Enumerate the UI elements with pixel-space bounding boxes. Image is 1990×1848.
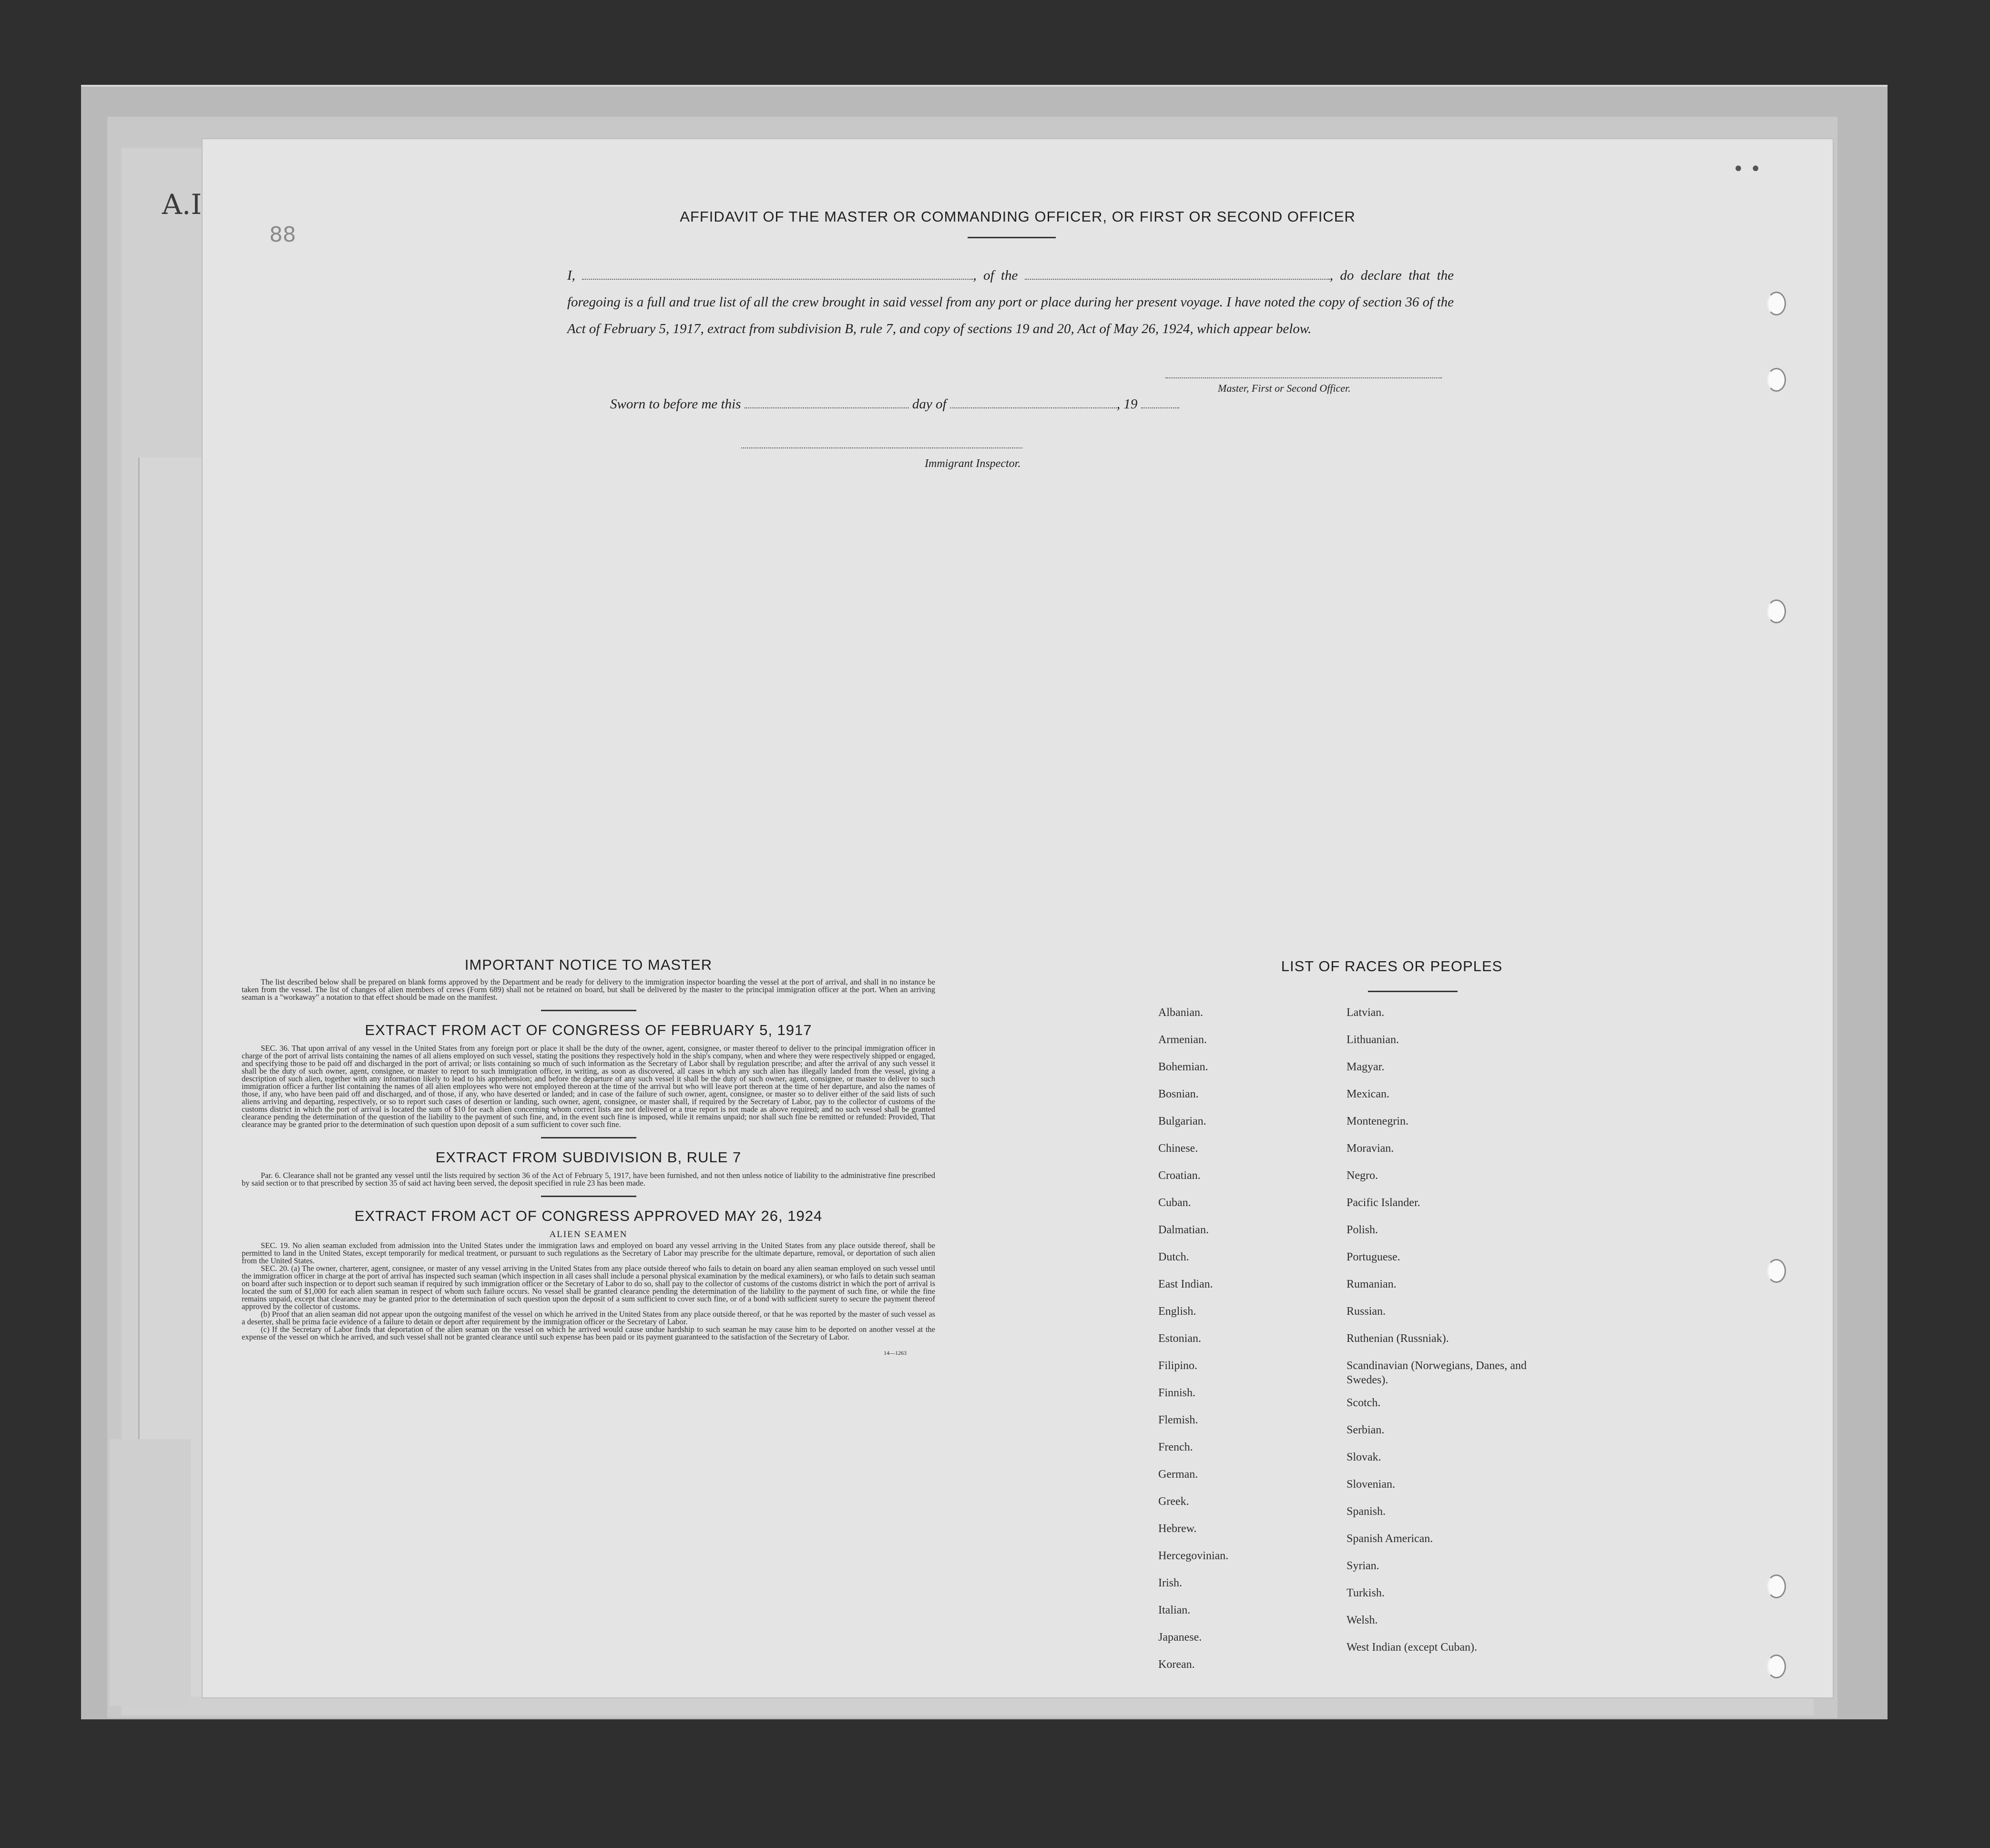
affidavit-text bbox=[567, 262, 1454, 342]
master-signature-label: Master, First or Second Officer. bbox=[1218, 382, 1351, 394]
vessel-blank[interactable] bbox=[1025, 275, 1330, 280]
sec-20c: (c) If the Secretary of Labor finds that deportation of the alien seaman on the vessel on which he arrived would cause undue hardship to such seaman he may cause him to be deported on another vessel at the expense of the vessel on which he arrived, and such vessel shall not be granted clearance until such expense has been paid or its payment guaranteed to the satisfaction of the Secretary of Labor. bbox=[242, 1325, 935, 1341]
race-item: Irish. bbox=[1158, 1577, 1182, 1589]
extract-1924-title: EXTRACT FROM ACT OF CONGRESS APPROVED MAY 26, 1924 bbox=[354, 1208, 823, 1224]
race-item: Slovak. bbox=[1347, 1451, 1381, 1463]
race-item: French. bbox=[1158, 1441, 1193, 1453]
race-item: Moravian. bbox=[1347, 1142, 1394, 1155]
race-item: Dalmatian. bbox=[1158, 1224, 1209, 1236]
race-item: Spanish. bbox=[1347, 1505, 1386, 1518]
punch-hole bbox=[1767, 1574, 1786, 1598]
corner-mark: • • bbox=[1733, 158, 1761, 180]
extract-1924-text bbox=[242, 1242, 935, 1341]
punch-hole bbox=[1767, 368, 1786, 392]
race-item: Serbian. bbox=[1347, 1424, 1385, 1436]
margin-note: A.I bbox=[162, 188, 202, 221]
name-blank[interactable] bbox=[582, 275, 973, 280]
notice-title: IMPORTANT NOTICE TO MASTER bbox=[464, 956, 713, 973]
race-item: Scotch. bbox=[1347, 1397, 1381, 1409]
race-item: Scandinavian (Norwegians, Danes, and Swedes). bbox=[1347, 1360, 1527, 1386]
races-right-column bbox=[1347, 1005, 1532, 1667]
day-of-text: day of bbox=[912, 396, 947, 412]
affidavit-of-the: , of the bbox=[973, 268, 1018, 283]
race-item: Albanian. bbox=[1158, 1006, 1203, 1019]
sec-20a: SEC. 20. (a) The owner, charterer, agent, consignee, or master of any vessel arriving in the United States from any place outside thereof who fails to detain on board any alien seaman employed on such vessel until the immigration officer in charge at the port of arrival has inspected such seaman (which inspection in all cases shall include a personal physical examination by the medical examiners), or who fails to detain such seaman on board after such inspection or to deport such seaman if required by such immigration officer or the Secretary of Labor to do so, shall pay to the collector of customs of the customs district in which the port of arrival is located the sum of $1,000 for each alien seaman in respect of whom such failure occurs. No vessel shall be granted clearance pending the determination of the liability to the payment of such fine, or while the fine remains unpaid, except that clearance may be granted prior to the determination of such question upon the deposit of a sum sufficient to cover such fine, or of a bond with sufficient surety to secure the payment thereof approved by the collector of customs. bbox=[242, 1264, 935, 1311]
race-item: Polish. bbox=[1347, 1224, 1378, 1236]
document-page bbox=[203, 139, 1833, 1697]
race-item: Spanish American. bbox=[1347, 1533, 1433, 1545]
punch-hole bbox=[1767, 1655, 1786, 1678]
extract-1917-title: EXTRACT FROM ACT OF CONGRESS OF FEBRUARY 5, 1917 bbox=[365, 1022, 812, 1038]
race-item: Ruthenian (Russniak). bbox=[1347, 1332, 1449, 1345]
affidavit-title: AFFIDAVIT OF THE MASTER OR COMMANDING OFFICER, OR FIRST OR SECOND OFFICER bbox=[680, 208, 1356, 225]
punch-hole bbox=[1767, 599, 1786, 623]
sworn-text: Sworn to before me this bbox=[610, 396, 741, 412]
extract-rule7-text: Par. 6. Clearance shall not be granted any vessel until the lists required by section 36 of the Act of February 5, 1917, have been furnished, and not then unless notice of liability to the administrative fine prescribed by said section or to that prescribed by section 35 of said act having been served, the deposit specified in rule 23 has been made. bbox=[242, 1171, 935, 1188]
sec-19: SEC. 19. No alien seaman excluded from admission into the United States under the immigration laws and employed on board any vessel arriving in the United States from any place outside thereof, shall be permitted to land in the United States, except temporarily for medical treatment, or pursuant to such regulations as the Secretary of Labor may prescribe for the ultimate departure, removal, or deportation of such alien from the United States. bbox=[242, 1241, 935, 1265]
affidavit-do-declare: , do declare bbox=[1329, 268, 1402, 283]
race-item: Pacific Islander. bbox=[1347, 1197, 1420, 1209]
race-item: Negro. bbox=[1347, 1169, 1378, 1182]
race-item: Filipino. bbox=[1158, 1360, 1198, 1372]
race-item: German. bbox=[1158, 1468, 1198, 1481]
race-item: Estonian. bbox=[1158, 1332, 1201, 1345]
race-item: Syrian. bbox=[1347, 1560, 1379, 1572]
race-item: Mexican. bbox=[1347, 1088, 1389, 1100]
section-divider bbox=[541, 1010, 636, 1011]
form-number: 14—1263 bbox=[884, 1350, 907, 1356]
race-item: Bohemian. bbox=[1158, 1061, 1208, 1073]
race-item: Rumanian. bbox=[1347, 1278, 1397, 1290]
race-item: Japanese. bbox=[1158, 1631, 1202, 1644]
race-item: Cuban. bbox=[1158, 1197, 1191, 1209]
back-sheet-edge bbox=[110, 1439, 191, 1706]
race-item: Hebrew. bbox=[1158, 1523, 1197, 1535]
race-item: Greek. bbox=[1158, 1495, 1189, 1508]
notice-text: The list described below shall be prepared on blank forms approved by the Department and be ready for delivery to the immigration inspector boarding the vessel at the port of arrival, and shall in no instance be taken from the vessel. The list of changes of alien members of crews (Form 689) shall not be retained on board, but shall be delivered by the master to the principal immigration officer at the port. When an arriving seaman is a "workaway" a notation to that effect should be made on the manifest. bbox=[242, 977, 935, 1002]
affidavit-i: I, bbox=[567, 268, 575, 283]
race-item: West Indian (except Cuban). bbox=[1347, 1641, 1477, 1654]
month-blank[interactable] bbox=[950, 404, 1117, 408]
race-item: Welsh. bbox=[1347, 1614, 1378, 1626]
race-item: Croatian. bbox=[1158, 1169, 1201, 1182]
legal-extracts bbox=[242, 956, 935, 1357]
race-item: Bulgarian. bbox=[1158, 1115, 1206, 1127]
race-item: Latvian. bbox=[1347, 1006, 1385, 1019]
race-item: Slovenian. bbox=[1347, 1478, 1395, 1491]
punch-hole bbox=[1767, 1259, 1786, 1283]
page-number: 88 bbox=[269, 223, 296, 247]
race-item: Montenegrin. bbox=[1347, 1115, 1408, 1127]
title-underline bbox=[968, 237, 1056, 238]
day-blank[interactable] bbox=[745, 404, 909, 408]
section-divider bbox=[541, 1137, 636, 1138]
race-item: Finnish. bbox=[1158, 1387, 1196, 1399]
races-left-column bbox=[1158, 1005, 1228, 1685]
year-blank[interactable] bbox=[1141, 404, 1179, 408]
race-item: East Indian. bbox=[1158, 1278, 1213, 1290]
inspector-signature-line[interactable] bbox=[741, 447, 1022, 448]
race-item: Turkish. bbox=[1347, 1587, 1385, 1599]
race-item: Magyar. bbox=[1347, 1061, 1385, 1073]
race-item: Lithuanian. bbox=[1347, 1034, 1399, 1046]
race-item: Armenian. bbox=[1158, 1034, 1207, 1046]
sworn-line bbox=[610, 396, 1179, 412]
extract-1917-text: SEC. 36. That upon arrival of any vessel in the United States from any foreign port or place it shall be the duty of the owner, agent, consignee, or master thereof to deliver to the principal immigration officer in charge of the port of arrival lists containing the names of all aliens employed on such vessel, stating the positions they respectively hold in the ship's company, when and where they were respectively shipped or engaged, and specifying those to be paid off and discharged in the port of arrival; or lists containing so much of such information as the Secretary of Labor shall by regulation prescribe; and after the arrival of any such vessel it shall be the duty of such owner, agent, consignee, or master to report to such immigration officer, in writing, as soon as discovered, all cases in which any such alien has illegally landed from the vessel, giving a description of such alien, together with any information likely to lead to his apprehension; and before the departure of any such vessel it shall be the duty of such owner, agent, consignee, or master to deliver to such immigration officer a further list containing the names of all alien employees who were not employed thereon at the time of the arrival but who will leave port thereon at the time of her departure, and also the names of those, if any, who have been paid off and discharged, and of those, if any, who have deserted or landed; and in case of the failure of such owner, agent, consignee, or master so to deliver either of the said lists of such aliens arriving and departing, respectively, or so to report such cases of desertion or landing, such owner, agent, consignee, or master shall, if required by the Secretary of Labor, pay to the collector of customs of the customs district in which the port of arrival is located the sum of $10 for each alien concerning whom correct lists are not delivered or a true report is not made as above required; and no such vessel shall be granted clearance pending the determination of the question of the liability to the payment of such fine, and, in the event such fine is imposed, while it remains unpaid; nor shall such fine be remitted or refunded: Provided, That clearance may be granted prior to the determination of such question upon deposit of a sum sufficient to cover such fine. bbox=[242, 1044, 935, 1129]
master-signature-line[interactable] bbox=[1165, 377, 1442, 378]
inspector-signature-label: Immigrant Inspector. bbox=[925, 457, 1021, 470]
affidavit-body: that the foregoing is a full and true list of all the crew brought in said vessel from any port or place during her present voyage. I have noted the copy of section 36 of the Act of February 5, 1917, extract from subdivision B, rule 7, and copy of sections 19 and 20, Act of May 26, 1924, which appear below. bbox=[567, 268, 1454, 336]
punch-hole bbox=[1767, 292, 1786, 315]
race-item: Hercegovinian. bbox=[1158, 1550, 1229, 1562]
race-item: Korean. bbox=[1158, 1658, 1195, 1671]
race-item: Dutch. bbox=[1158, 1251, 1189, 1263]
race-item: Italian. bbox=[1158, 1604, 1191, 1616]
extract-rule7-title: EXTRACT FROM SUBDIVISION B, RULE 7 bbox=[435, 1149, 742, 1166]
year-prefix: , 19 bbox=[1116, 396, 1138, 412]
race-item: Chinese. bbox=[1158, 1142, 1198, 1155]
race-item: Flemish. bbox=[1158, 1414, 1198, 1426]
race-item: Portuguese. bbox=[1347, 1251, 1400, 1263]
section-divider bbox=[541, 1196, 636, 1197]
race-item: English. bbox=[1158, 1305, 1196, 1318]
sec-20b: (b) Proof that an alien seaman did not appear upon the outgoing manifest of the vessel on which he arrived in the United States from any place outside thereof, or that he was reported by the master of such vessel as a deserter, shall be prima facie evidence of a failure to detain or deport after requirement by the immigration officer or the Secretary of Labor. bbox=[242, 1310, 935, 1326]
races-title: LIST OF RACES OR PEOPLES bbox=[1281, 958, 1503, 975]
alien-seamen-heading: ALIEN SEAMEN bbox=[549, 1229, 628, 1239]
race-item: Russian. bbox=[1347, 1305, 1386, 1318]
title-underline bbox=[1368, 991, 1458, 992]
race-item: Bosnian. bbox=[1158, 1088, 1199, 1100]
